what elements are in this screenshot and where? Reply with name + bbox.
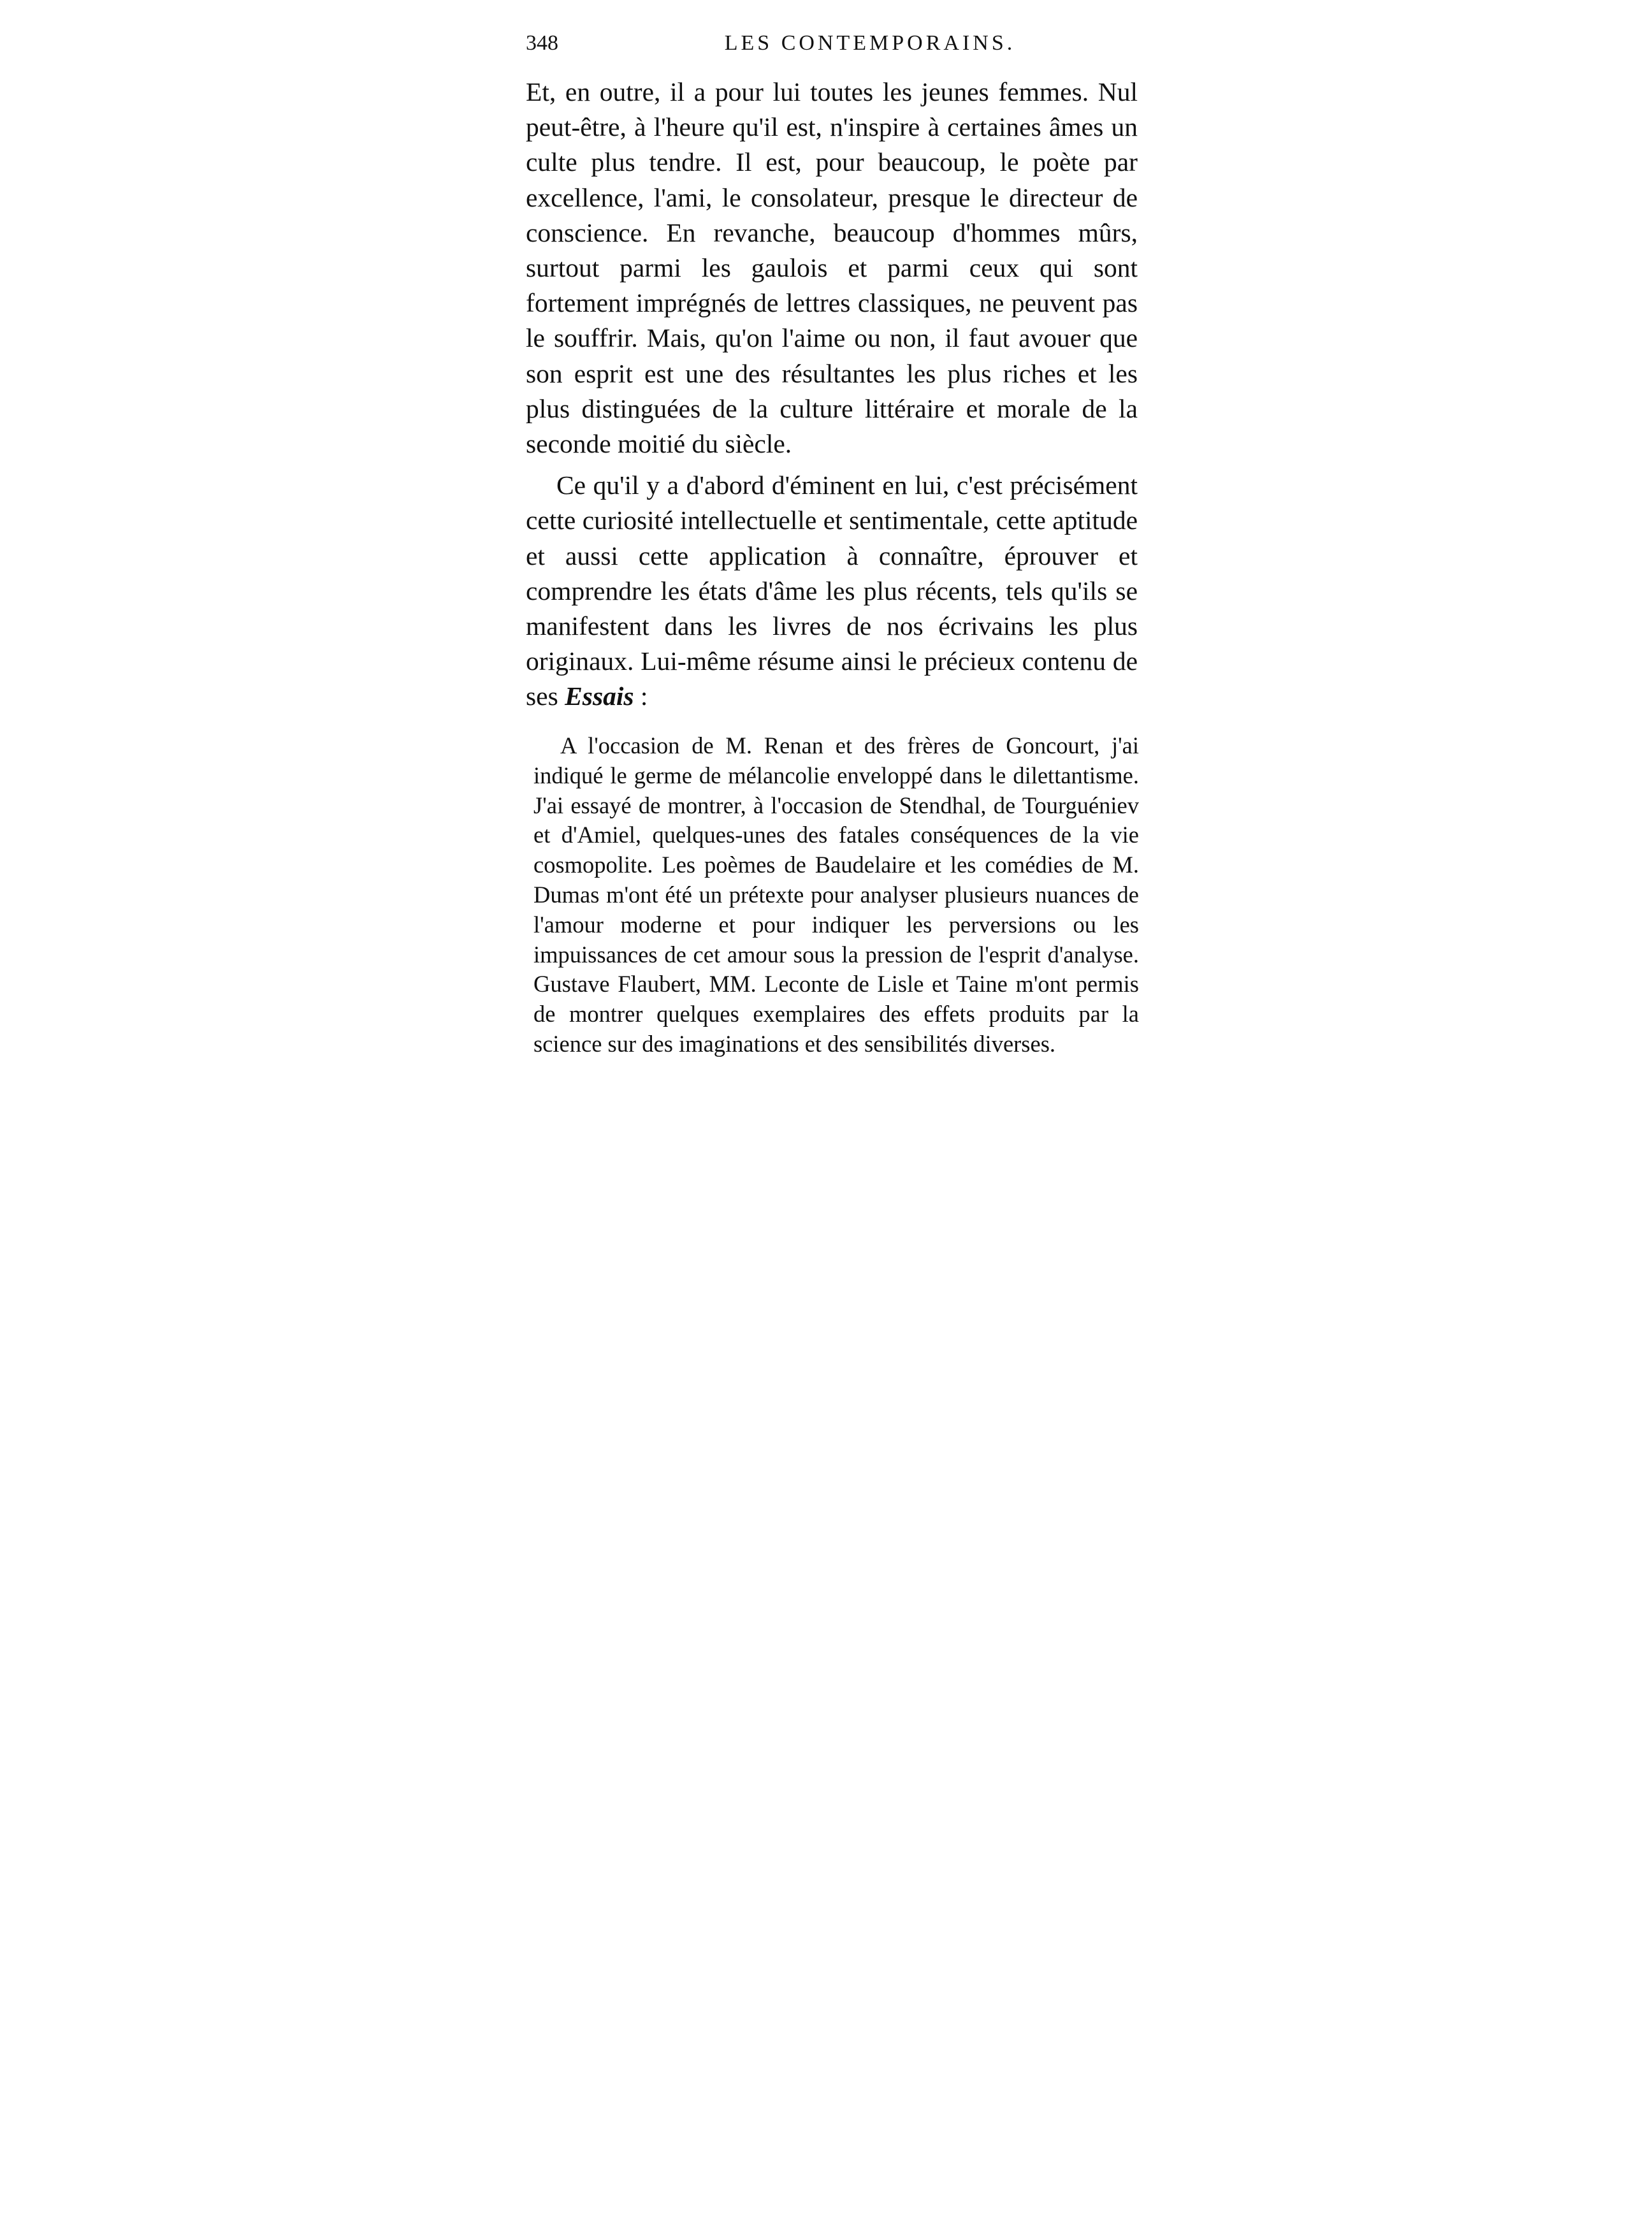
page-number: 348 [526, 31, 558, 55]
block-quote [533, 731, 1139, 1059]
paragraph-2-text: Ce qu'il y a d'abord d'éminent en lui, c'est précisément cette curiosité intellectuelle et sentimentale, cette aptitude et aussi cette application à connaître, éprouver et comprendre les états d'âme les plus récents, tels qu'ils se manifestent dans les livres de nos écrivains les plus originaux. Lui-même résume ainsi le précieux contenu de ses [526, 470, 1138, 711]
running-title: LES CONTEMPORAINS. [724, 31, 1016, 55]
quote-paragraph: A l'occasion de M. Renan et des frères de Goncourt, j'ai indiqué le germe de mélancolie enveloppé dans le dilettantisme. J'ai essayé de montrer, à l'occasion de Stendhal, de Tourguéniev et d'Amiel, quelques-unes des fatales conséquences de la vie cosmopolite. Les poèmes de Baudelaire et les comédies de M. Dumas m'ont été un prétexte pour analyser plusieurs nuances de l'amour moderne et pour indiquer les perversions ou les impuissances de cet amour sous la pression de l'esprit d'analyse. Gustave Flaubert, MM. Leconte de Lisle et Taine m'ont permis de montrer quelques exemplaires des effets produits par la science sur des imaginations et des sensibilités diverses. [533, 732, 1139, 1057]
paragraph-2 [526, 468, 1138, 714]
paragraph-2-end: : [634, 681, 648, 711]
page-header [526, 24, 1138, 62]
essais-title: Essais [565, 681, 634, 711]
body-text [526, 75, 1138, 715]
paragraph-1: Et, en outre, il a pour lui toutes les jeunes femmes. Nul peut-être, à l'heure qu'il est, n'inspire à certaines âmes un culte plus tendre. Il est, pour beaucoup, le poète par excellence, l'ami, le consolateur, presque le directeur de conscience. En revanche, beaucoup d'hommes mûrs, surtout parmi les gaulois et parmi ceux qui sont fortement imprégnés de lettres classiques, ne peuvent pas le souffrir. Mais, qu'on l'aime ou non, il faut avouer que son esprit est une des résultantes les plus riches et les plus distinguées de la culture littéraire et morale de la seconde moitié du siècle. [526, 77, 1138, 459]
